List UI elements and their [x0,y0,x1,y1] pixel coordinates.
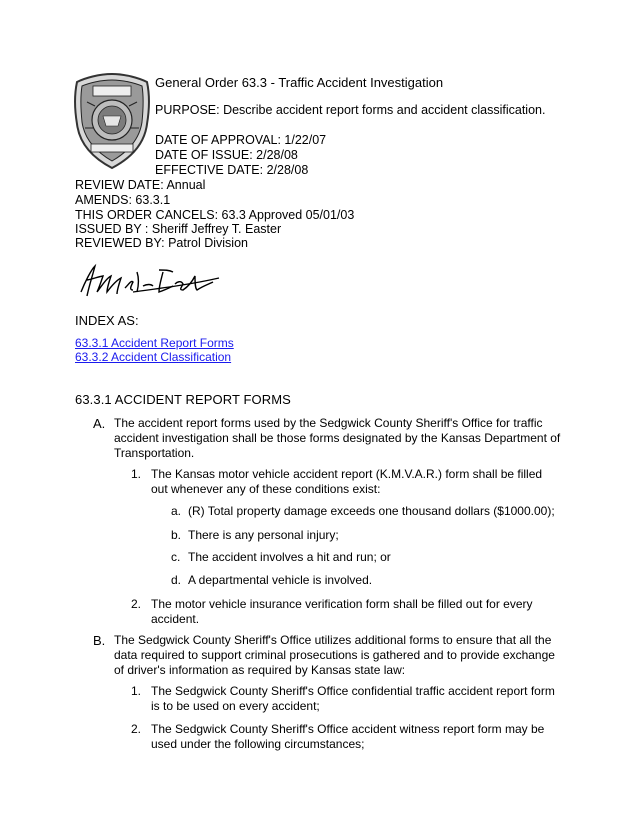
signature-image [73,262,223,300]
order-cancels: THIS ORDER CANCELS: 63.3 Approved 05/01/03 [75,208,355,222]
section-heading: 63.3.1 ACCIDENT REPORT FORMS [75,392,291,407]
item-b2-mark: 2. [131,722,142,736]
item-a-mark: A. [93,416,106,431]
item-a1d-text: A departmental vehicle is involved. [188,573,373,587]
review-date: REVIEW DATE: Annual [75,178,206,192]
sheriff-badge-seal [73,72,151,170]
item-a1b-text: There is any personal injury; [188,528,339,542]
order-title: General Order 63.3 - Traffic Accident Investigation [155,75,444,90]
reviewed-by: REVIEWED BY: Patrol Division [75,236,248,250]
item-a1c-text: The accident involves a hit and run; or [188,550,391,564]
item-a1b-mark: b. [171,528,182,542]
index-link-accident-classification[interactable]: 63.3.2 Accident Classification [75,350,232,364]
item-b-text: The Sedgwick County Sheriff's Office utilizes additional forms to ensure that all the data required to support criminal prosecutions is gathered and to provide exchange of driver's information as required by Kansas state law: [114,633,555,677]
item-a2-text: The motor vehicle insurance verification form shall be filled out for every accident. [151,597,533,626]
date-of-issue: DATE OF ISSUE: 2/28/08 [155,148,298,162]
item-a-text: The accident report forms used by the Sedgwick County Sheriff's Office for traffic accident investigation shall be those forms designated by the Kansas Department of Transportation. [114,416,561,460]
index-heading: INDEX AS: [75,313,139,328]
amends: AMENDS: 63.3.1 [75,193,171,207]
item-a1-mark: 1. [131,467,142,481]
issued-by: ISSUED BY : Sheriff Jeffrey T. Easter [75,222,282,236]
index-link-accident-report-forms[interactable]: 63.3.1 Accident Report Forms [75,336,234,350]
item-a2-mark: 2. [131,597,142,611]
purpose-line: PURPOSE: Describe accident report forms and accident classification. [155,103,546,117]
item-b-mark: B. [93,633,106,648]
item-b2-text: The Sedgwick County Sheriff's Office accident witness report form may be used under the following circumstances; [151,722,545,751]
item-a1-text: The Kansas motor vehicle accident report (K.M.V.A.R.) form shall be filled out whenever any of these conditions exist: [151,467,543,496]
item-b1-text: The Sedgwick County Sheriff's Office confidential traffic accident report form is to be used on every accident; [151,684,555,713]
effective-date: EFFECTIVE DATE: 2/28/08 [155,163,309,177]
date-of-approval: DATE OF APPROVAL: 1/22/07 [155,133,327,147]
item-a1c-mark: c. [171,550,181,564]
item-a1d-mark: d. [171,573,182,587]
item-a1a-mark: a. [171,504,182,518]
item-a1a-text: (R) Total property damage exceeds one thousand dollars ($1000.00); [188,504,555,518]
item-b1-mark: 1. [131,684,142,698]
